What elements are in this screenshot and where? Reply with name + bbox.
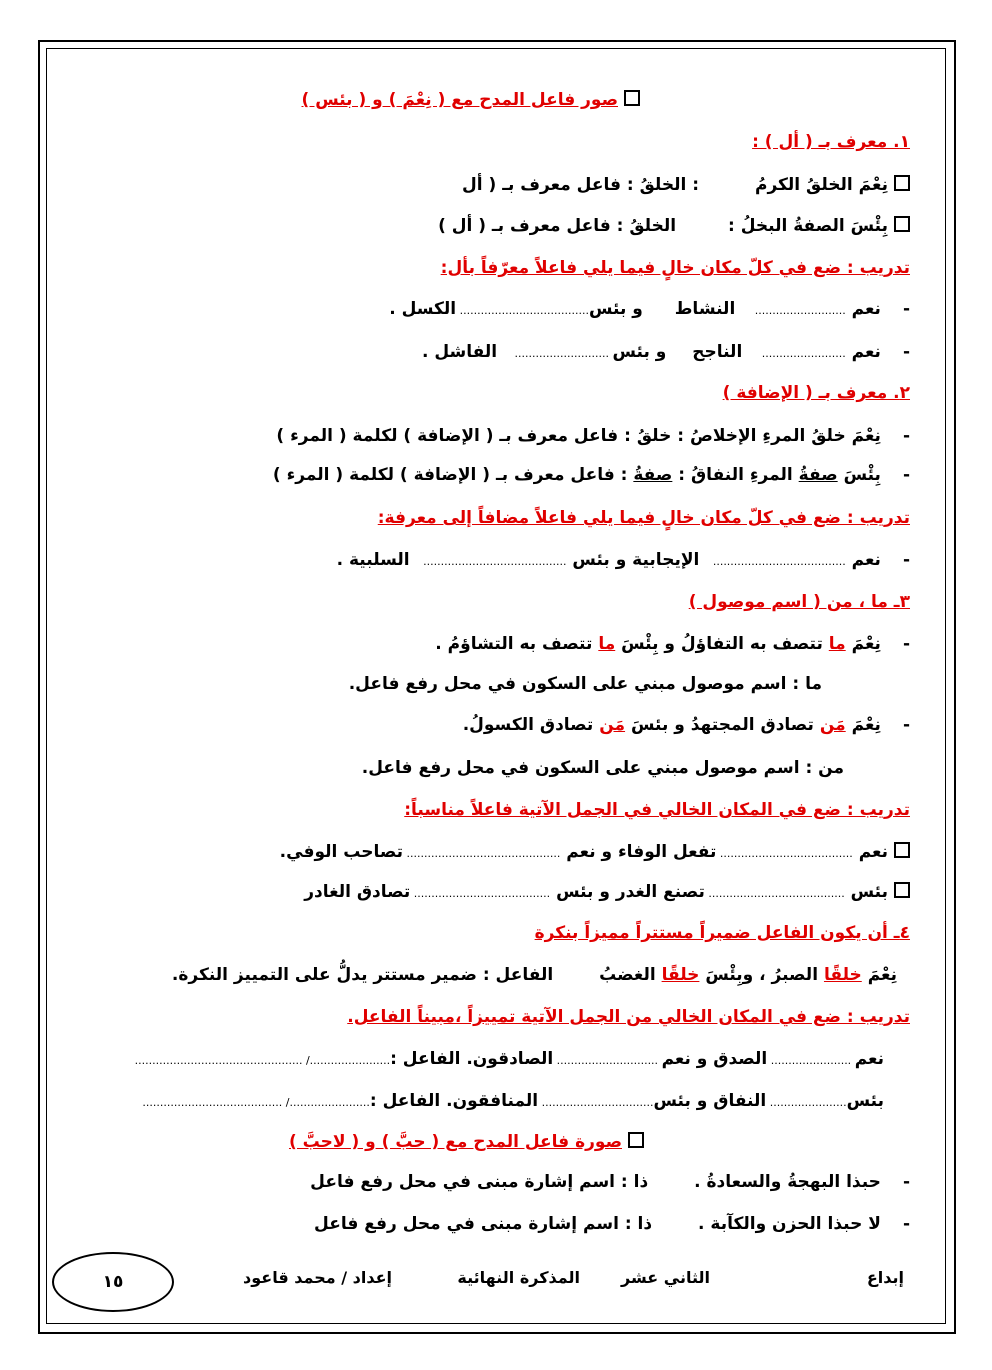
s2-example-1: -نِعْمَ خلقُ المرءِ الإخلاصُ : خلقُ : فاعل معرف بـ ( الإضافة ) لكلمة ( المرء ) [276,426,910,446]
s2-drill-line-1: -نعم ...................................... الإيجابية و بئس ......................................... السلبية . [336,550,910,570]
s3-note-1: ما : اسم موصول مبني على السكون في محل رفع فاعل. [348,674,822,694]
s4-example: نِعْمَ خلقًا الصبرُ ، وبِئْسَ خلقًا الغضبُ الفاعل : ضمير مستتر يدلُّ على التمييز النكرة. [171,965,897,985]
section-3-heading: ٣ـ ما ، من ( اسم موصول ) [688,592,910,612]
checkbox-icon [628,1132,644,1148]
s1-drill-heading: تدريب : ضع في كلّ مكان خالٍ فيما يلي فاعلاً معرّفاً بأل: [440,258,910,278]
footer-grade: الثاني عشر [621,1268,710,1287]
section-2-heading: ٢. معرف بـ ( الإضافة ) [722,383,910,403]
s2-example-2: -بِئْسَ صفةُ المرءِ النفاقُ : صفةُ : فاعل معرف بـ ( الإضافة ) لكلمة ( المرء ) [272,465,910,485]
s3-example-2: -نِعْمَ مَن تصادق المجتهدُ و بئسَ مَن تصادق الكسولُ. [462,715,910,735]
page-number: ١٥ [52,1252,174,1312]
checkbox-icon [894,175,910,191]
s3-example-1: -نِعْمَ ما تتصف به التفاؤلُ و بِئْسَ ما تتصف به التشاؤمُ . [435,634,910,654]
checkbox-icon [894,882,910,898]
s4-drill-line-1: نعم ....................... الصدق و نعم ............................. الصادقون. الفاعل :......................./ ................................................ [134,1049,884,1069]
s3-drill-line-1: نعم ...................................... تفعل الوفاء و نعم ............................................ تصاحب الوفي. [60,840,910,866]
section-1-heading: ١. معرف بـ ( أل ) : [752,132,910,152]
s1-example-1: نِعْمَ الخلقُ الكرمُ : الخلقُ : فاعل معرف بـ ( أل [60,173,910,197]
s5-example-1: -حبذا البهجةُ والسعادةُ . ذا : اسم إشارة مبنى في محل رفع فاعل [310,1172,910,1192]
s3-drill-line-2: بئس ....................................... تصنع الغدر و بئس ....................................... تصادق الغادر [60,880,910,906]
checkbox-icon [894,842,910,858]
s5-example-2: -لا حبذا الحزن والكآبة . ذا : اسم إشارة مبنى في محل رفع فاعل [314,1214,910,1234]
s3-note-2: من : اسم موصول مبني على السكون في محل رفع فاعل. [361,758,844,778]
footer-book: المذكرة النهائية [457,1268,580,1287]
checkbox-icon [894,216,910,232]
main-title: صور فاعل المدح مع ( نِعْمَ ) و ( بئس ) [60,88,640,112]
s3-drill-heading: تدريب : ضع في المكان الخالي في الجمل الآتية فاعلاً مناسباً: [404,800,910,820]
s4-drill-heading: تدريب : ضع في المكان الخالي من الجمل الآتية تمييزاً ،مبيناً الفاعل. [347,1007,910,1027]
footer-author: إعداد / محمد قاعود [243,1268,392,1287]
s2-drill-heading: تدريب : ضع في كلّ مكان خالٍ فيما يلي فاعلاً مضافاً إلى معرفة: [377,508,910,528]
section-4-heading: ٤ـ أن يكون الفاعل ضميراً مستتراً مميزاً بنكرة [534,923,910,943]
s1-drill-line-2: -نعم ........................ الناجح و بئس ........................... الفاشل . [421,342,910,362]
s1-drill-line-1: -نعم .......................... النشاط و بئس..................................... الكسل . [389,299,910,319]
s1-example-2: بِئْسَ الصفةُ البخلُ : الخلقُ : فاعل معرف بـ ( أل ) [60,214,910,238]
footer-brand: إبداع [866,1268,904,1287]
section-5-heading: صورة فاعل المدح مع ( حبَّ ) و ( لاحبَّ ) [60,1130,644,1154]
s4-drill-line-2: بئس...................... النفاق و بئس................................ المنافقون. الفاعل :......................./ ........................................ [142,1091,884,1111]
checkbox-icon [624,90,640,106]
